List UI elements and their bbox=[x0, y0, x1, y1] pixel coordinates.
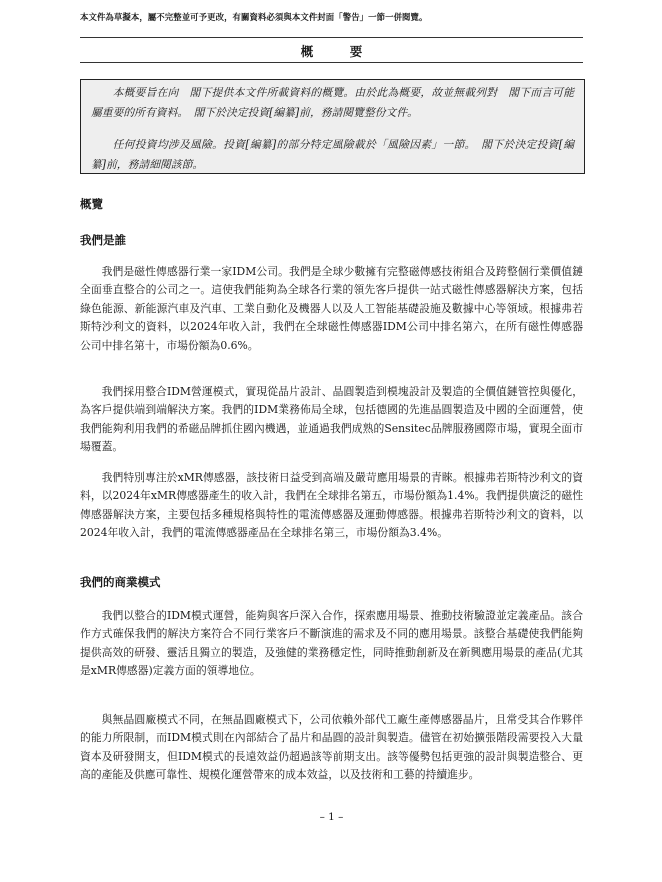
notice-box bbox=[80, 79, 585, 174]
header-rule-bottom bbox=[80, 62, 583, 63]
who-paragraph-3: 我們特別專注於xMR傳感器，該技術日益受到高端及嚴苛應用場景的青睞。根據弗若斯特沙利文的資料，以2024年xMR傳感器產生的收入計，我們在全球排名第五，市場份額為1.4%。我們提供廣泛的磁性傳感器解決方案，主要包括多種規格與特性的電流傳感器及運動傳感器。根據弗若斯特沙利文的資料，以2024年收入計，我們的電流傳感器產品在全球排名第三，市場份額為3.4%。 bbox=[80, 471, 583, 540]
draft-disclaimer: 本文件為草擬本，屬不完整並可予更改，有關資料必須與本文件封面「警告」一節一併閱覽。 bbox=[80, 12, 428, 22]
header-rule-top bbox=[80, 37, 583, 38]
section-heading-overview: 概覽 bbox=[80, 197, 103, 211]
who-paragraph-2: 我們採用整合IDM營運模式，實現從晶片設計、晶圓製造到模塊設計及製造的全價值鏈管控與優化，為客戶提供端到端解決方案。我們的IDM業務佈局全球，包括德國的先進晶圓製造及中國的全面運營，使我們能夠利用我們的希磁品牌抓住國內機遇，並通過我們成熟的Sensitec品牌服務國際市場，實現全面市場覆蓋。 bbox=[80, 385, 583, 454]
section-heading-who-we-are: 我們是誰 bbox=[80, 233, 126, 247]
page-title: 概 要 bbox=[300, 44, 375, 59]
section-heading-business-model: 我們的商業模式 bbox=[80, 575, 161, 589]
model-paragraph-2: 與無晶圓廠模式不同，在無晶圓廠模式下，公司依賴外部代工廠生產傳感器晶片，且常受其合作夥伴的能力所限制，而IDM模式則在內部結合了晶片和晶圓的設計與製造。儘管在初始擴張階段需要投入大量資本及研發開支，但IDM模式的長遠效益仍超過該等前期支出。該等優勢包括更強的設計與製造整合、更高的產能及供應可靠性、規模化運營帶來的成本效益，以及技術和工藝的持續進步。 bbox=[80, 713, 583, 782]
page-number: – 1 – bbox=[319, 811, 344, 823]
notice-paragraph-2: 任何投資均涉及風險。投資[編纂]的部分特定風險載於「風險因素」一節。 閣下於決定投資[編纂]前，務請細閱該節。 bbox=[91, 138, 574, 171]
notice-paragraph-1: 本概要旨在向 閣下提供本文件所載資料的概覽。由於此為概要，故並無載列對 閣下而言可能屬重要的所有資料。 閣下於決定投資[編纂]前，務請閱覽整份文件。 bbox=[91, 86, 574, 119]
who-paragraph-1: 我們是磁性傳感器行業一家IDM公司。我們是全球少數擁有完整磁傳感技術組合及跨整個行業價值鏈全面垂直整合的公司之一。這使我們能夠為全球各行業的領先客戶提供一站式磁性傳感器解決方案，包括綠色能源、新能源汽車及汽車、工業自動化及機器人以及人工智能基礎設施及數據中心等領域。根據弗若斯特沙利文的資料，以2024年收入計，我們在全球磁性傳感器IDM公司中排名第六，在所有磁性傳感器公司中排名第十，市場份額為0.6%。 bbox=[80, 265, 583, 352]
model-paragraph-1: 我們以整合的IDM模式運營，能夠與客戶深入合作，探索應用場景、推動技術驗證並定義產品。該合作方式確保我們的解決方案符合不同行業客戶不斷演進的需求及不同的應用場景。該整合基礎使我們能夠提供高效的研發、靈活且獨立的製造，及強健的業務穩定性，同時推動創新及在新興應用場景的產品(尤其是xMR傳感器)定義方面的領導地位。 bbox=[80, 609, 583, 678]
